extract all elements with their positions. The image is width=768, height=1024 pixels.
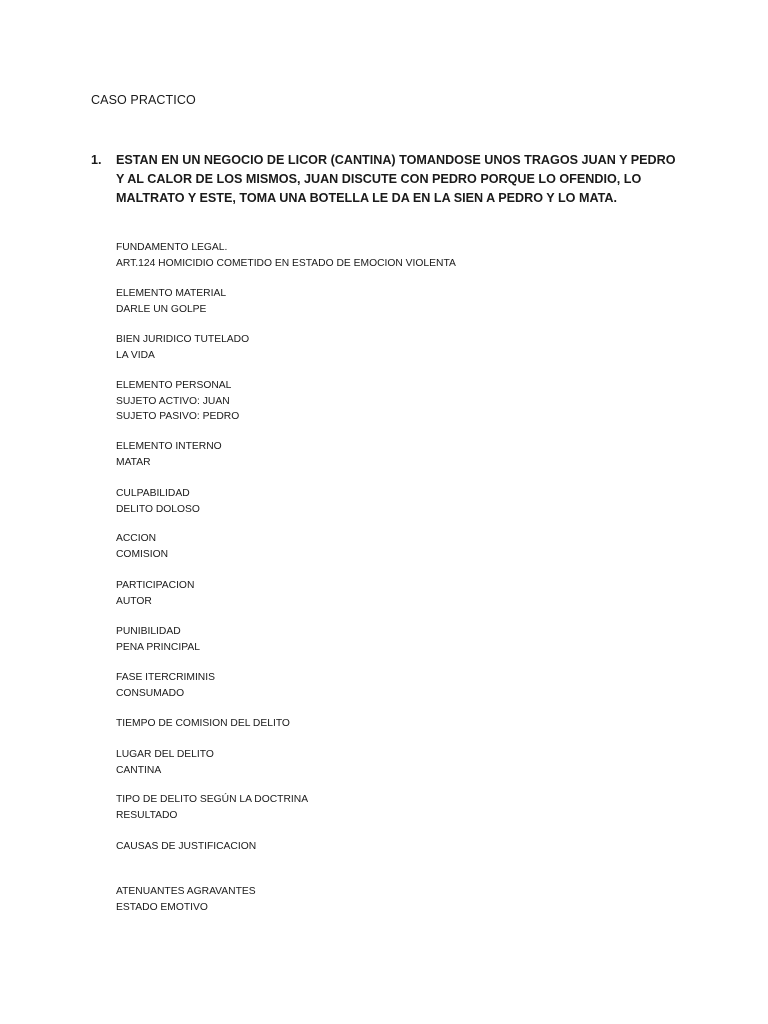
document-title: CASO PRACTICO (91, 93, 196, 107)
section-heading: FASE ITERCRIMINIS (116, 672, 215, 683)
section-heading: CULPABILIDAD (116, 488, 190, 499)
section-line: AUTOR (116, 595, 152, 607)
section-heading: FUNDAMENTO LEGAL. (116, 242, 228, 253)
section-line: DELITO DOLOSO (116, 503, 200, 515)
section-line: SUJETO ACTIVO: JUAN (116, 395, 230, 407)
section-fase-itercriminis (116, 670, 215, 701)
section-bien-juridico (116, 332, 249, 363)
section-line: SUJETO PASIVO: PEDRO (116, 411, 240, 422)
section-heading: BIEN JURIDICO TUTELADO (116, 334, 250, 345)
section-heading: TIEMPO DE COMISION DEL DELITO (116, 718, 290, 729)
section-tiempo-comision (116, 716, 290, 732)
section-line: MATAR (116, 456, 151, 468)
question-item (91, 151, 691, 208)
question-line: ESTAN EN UN NEGOCIO DE LICOR (CANTINA) TOMANDOSE UNOS TRAGOS JUAN Y PEDRO (116, 153, 676, 167)
section-heading: ATENUANTES AGRAVANTES (116, 886, 256, 897)
section-line: COMISION (116, 548, 169, 560)
section-heading: PARTICIPACION (116, 580, 195, 591)
section-lugar-delito (116, 747, 214, 778)
section-heading: TIPO DE DELITO SEGÚN LA DOCTRINA (116, 794, 309, 805)
question-line: MALTRATO Y ESTE, TOMA UNA BOTELLA LE DA EN LA SIEN A PEDRO Y LO MATA. (116, 191, 617, 205)
section-line: RESULTADO (116, 809, 178, 821)
section-fundamento-legal (116, 240, 456, 271)
section-participacion (116, 578, 194, 609)
section-heading: ELEMENTO MATERIAL (116, 288, 227, 299)
section-line: CANTINA (116, 764, 162, 776)
section-heading: LUGAR DEL DELITO (116, 749, 214, 760)
section-line: ART.124 HOMICIDIO COMETIDO EN ESTADO DE EMOCION VIOLENTA (116, 257, 456, 269)
section-punibilidad (116, 624, 200, 655)
section-heading: ELEMENTO PERSONAL (116, 380, 232, 391)
section-tipo-delito (116, 792, 308, 823)
section-heading: PUNIBILIDAD (116, 626, 181, 637)
section-line: DARLE UN GOLPE (116, 303, 207, 315)
section-causas-justificacion (116, 839, 256, 855)
section-elemento-material (116, 286, 226, 317)
section-accion (116, 531, 168, 562)
section-heading: ACCION (116, 533, 157, 544)
question-number: 1. (91, 153, 102, 167)
section-culpabilidad (116, 486, 200, 517)
section-elemento-personal (116, 378, 239, 425)
section-line: LA VIDA (116, 349, 155, 361)
section-heading: ELEMENTO INTERNO (116, 441, 222, 452)
section-atenuantes-agravantes (116, 884, 256, 915)
question-text (116, 151, 691, 208)
section-elemento-interno (116, 439, 222, 470)
section-heading: CAUSAS DE JUSTIFICACION (116, 841, 257, 852)
section-line: CONSUMADO (116, 687, 185, 699)
section-line: PENA PRINCIPAL (116, 641, 200, 653)
question-line: Y AL CALOR DE LOS MISMOS, JUAN DISCUTE CON PEDRO PORQUE LO OFENDIO, LO (116, 172, 642, 186)
section-line: ESTADO EMOTIVO (116, 901, 208, 913)
